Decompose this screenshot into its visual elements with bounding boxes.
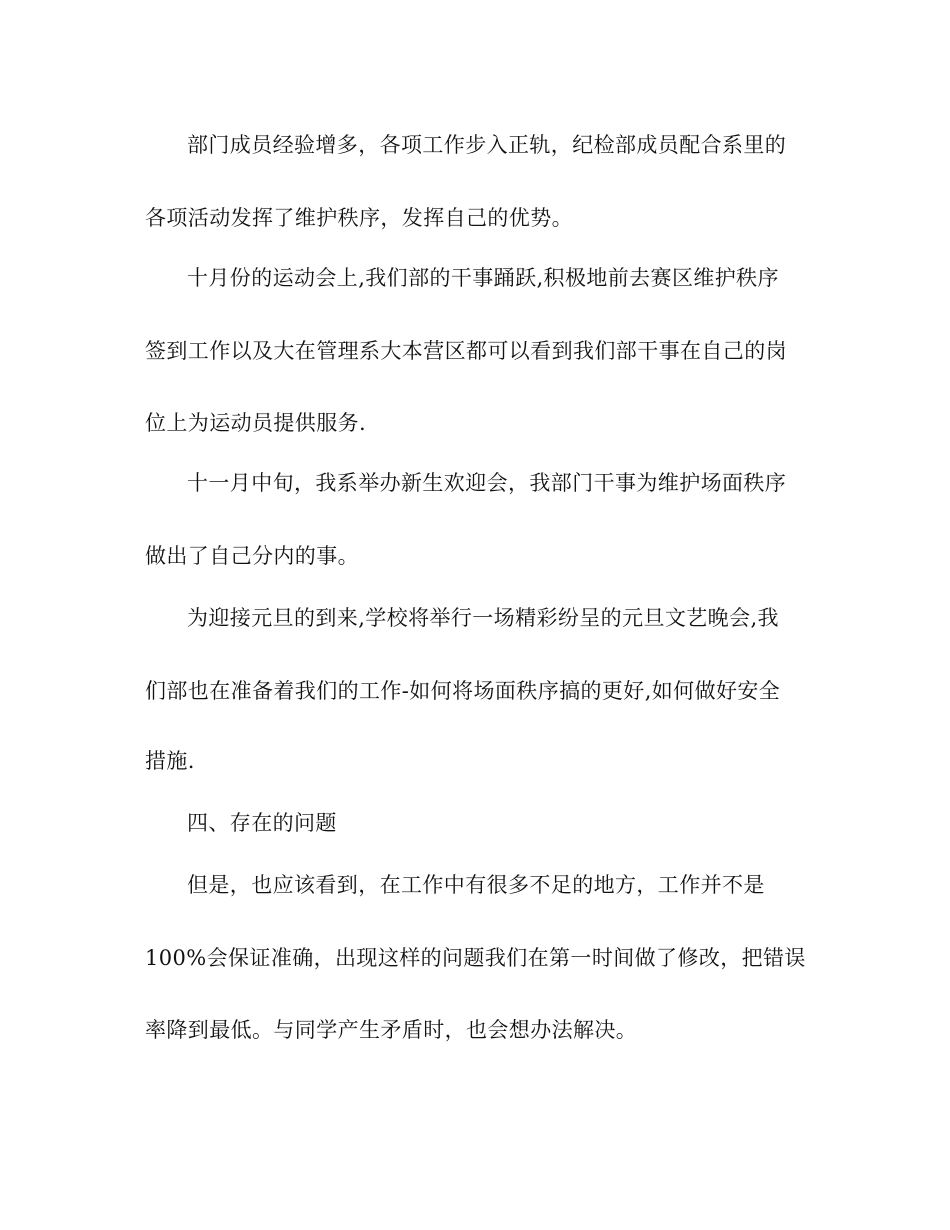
paragraph-line: 做出了自己分内的事。: [145, 544, 359, 568]
paragraph-line: 部门成员经验增多，各项工作步入正轨，纪检部成员配合系里的: [187, 133, 787, 157]
section-heading: 四、存在的问题: [187, 811, 337, 835]
paragraph-line: 十一月中旬，我系举办新生欢迎会，我部门干事为维护场面秩序: [187, 471, 787, 495]
paragraph-line: 十月份的运动会上,我们部的干事踊跃,积极地前去赛区维护秩序: [187, 266, 779, 290]
paragraph-line: 们部也在准备着我们的工作-如何将场面秩序搞的更好,如何做好安全: [145, 679, 781, 703]
paragraph-line: 措施.: [145, 749, 195, 773]
paragraph-line: 率降到最低。与同学产生矛盾时，也会想办法解决。: [145, 1018, 638, 1042]
paragraph-line: 为迎接元旦的到来,学校将举行一场精彩纷呈的元旦文艺晚会,我: [187, 606, 779, 630]
paragraph-line: 各项活动发挥了维护秩序，发挥自己的优势。: [145, 206, 573, 230]
paragraph-line: 100%会保证准确，出现这样的问题我们在第一时间做了修改，把错误: [145, 946, 806, 970]
paragraph-line: 位上为运动员提供服务.: [145, 411, 367, 435]
paragraph-line: 但是，也应该看到，在工作中有很多不足的地方，工作并不是: [187, 873, 765, 897]
paragraph-line: 签到工作以及大在管理系大本营区都可以看到我们部干事在自己的岗: [145, 339, 787, 363]
